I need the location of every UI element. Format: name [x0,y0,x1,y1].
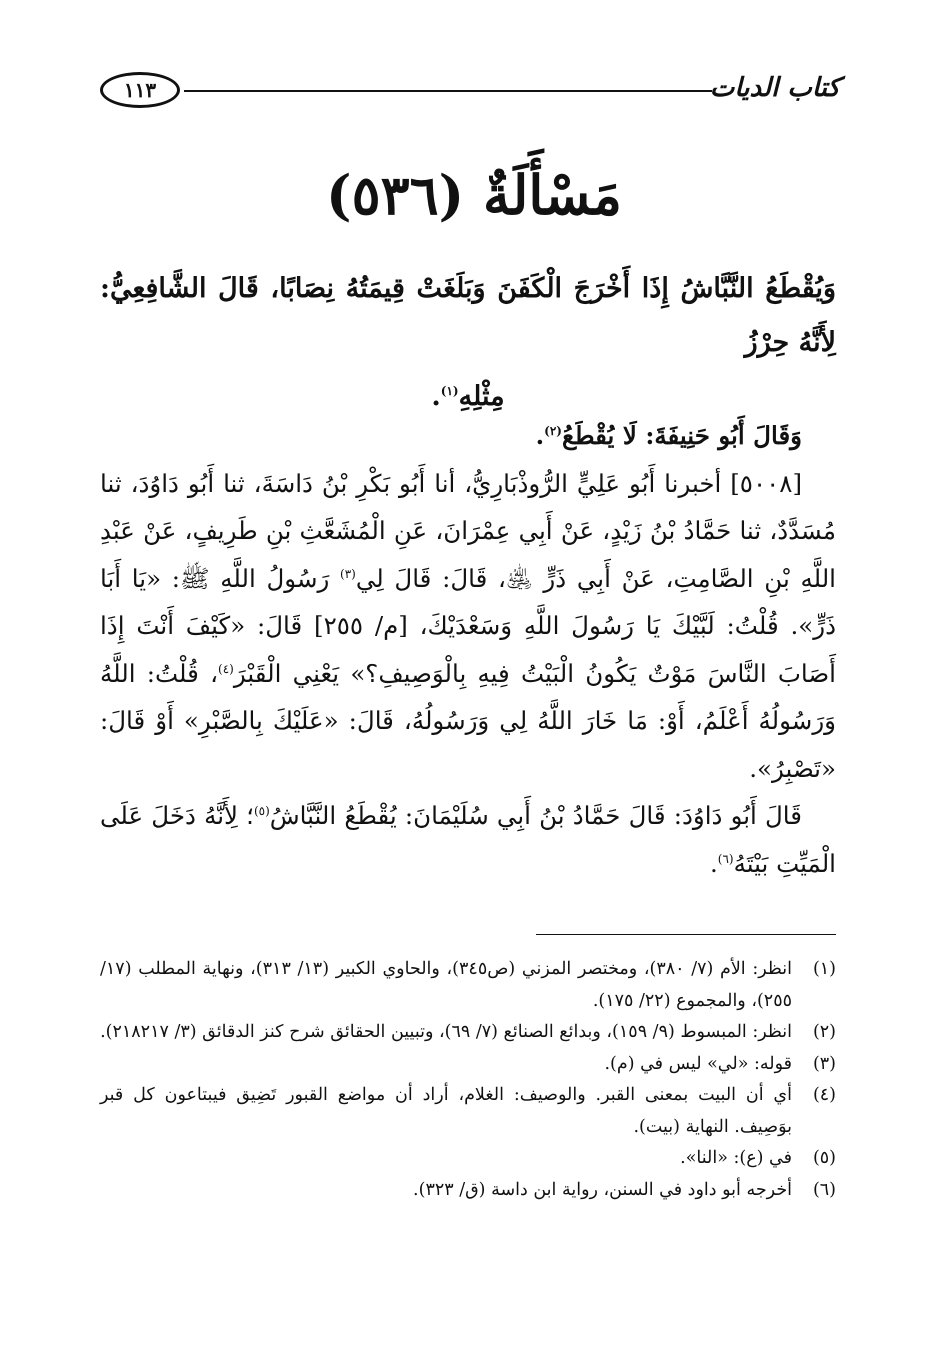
lead-line-2-end: . [431,381,441,412]
footnote-text: أي أن البيت بمعنى القبر. والوصيف: الغلام، أراد أن مواضع القبور تَضِيق فيبتاعون كل قبر بوَصِيف. النهاية (بيت). [100,1085,792,1137]
footnote-number: (١) [812,959,836,979]
footnote-text: انظر: الأم (٧/ ٣٨٠)، ومختصر المزني (ص٣٤٥)، والحاوي الكبير (١٣/ ٣١٣)، ونهاية المطلب (١٧/ ٢٥٥)، والمجموع (٢٢/ ١٧٥). [100,959,792,1011]
hadith-chain: [٥٠٠٨] أخبرنا أَبُو عَلِيٍّ الرُّوذْبَارِيُّ، أنا أَبُو بَكْرِ بْنُ دَاسَةَ، ثنا أَبُو دَاوُدَ، ثنا مُسَدَّدٌ، ثنا حَمَّادُ بْنُ زَيْدٍ، عَنْ أَبِي عِمْرَانَ، عَنِ الْمُشَعَّثِ بْنِ طَرِيفٍ، عَنْ عَبْدِ اللَّهِ بْنِ الصَّامِتِ، عَنْ أَبِي ذَرٍّ ﵁، قَالَ: قَالَ لِي [100,468,836,593]
hadith-text-end: ، قُلْتُ: اللَّهُ وَرَسُولُهُ أَعْلَمُ، أَوْ: مَا خَارَ اللَّهُ لِي وَرَسُولُهُ، قَالَ: «عَلَيْكَ بِالصَّبْرِ» أَوْ قَالَ: «تَصْبِرُ». [100,658,836,783]
footnote-item [100,1017,836,1049]
footnote-number: (٥) [812,1148,836,1168]
footnote-text: انظر: المبسوط (٩/ ١٥٩)، وبدائع الصنائع (٧/ ٦٩)، وتبيين الحقائق شرح كنز الدقائق (٣/ ٢١٨٢١٧). [100,1022,792,1042]
footnote-ref-4[interactable]: (٤) [218,661,234,676]
lead-line-2-text: مِثْلِهِ [458,381,505,412]
footnote-item [100,1143,836,1175]
hadith-text: رَسُولُ اللَّهِ ﷺ: «يَا أَبَا ذَرٍّ». قُلْتُ: لَبَّيْكَ يَا رَسُولَ اللَّهِ وَسَعْدَيْكَ، [م/ ٢٥٥] قَالَ: «كَيْفَ أَنْتَ إِذَا أَصَابَ النَّاسَ مَوْتٌ يَكُونُ الْبَيْتُ فِيهِ بِالْوَصِيفِ؟» يَعْنِي الْقَبْرَ [100,563,836,688]
paragraph-abu-hanifa [100,412,836,460]
footnotes [100,954,836,1206]
footnote-text: أخرجه أبو داود في السنن، رواية ابن داسة (ق/ ٣٢٣). [413,1179,792,1200]
abu-dawud-end: . [709,848,718,878]
footnote-number: (٦) [812,1179,836,1200]
footnote-divider [536,934,836,935]
footnote-item [100,1049,836,1081]
footnote-ref-2[interactable]: (٢) [544,423,562,438]
footnote-ref-1[interactable]: (١) [440,384,459,398]
footnote-ref-5[interactable]: (٥) [253,803,270,818]
footnote-number: (٤) [812,1085,836,1105]
abu-dawud-text-2: ؛ لِأَنَّهُ دَخَلَ عَلَى الْمَيِّتِ بَيْتَهُ [100,801,836,878]
footnote-item [100,954,836,1017]
paragraph-abu-hanifa-text: وَقَالَ أَبُو حَنِيفَةَ: لَا يُقْطَعُ [561,421,802,450]
paragraph-abu-dawud [100,792,836,887]
header-rule [184,90,712,92]
footnote-ref-6[interactable]: (٦) [717,851,734,866]
lead-line-1: وَيُقْطَعُ النَّبَّاشُ إِذَا أَخْرَجَ الْكَفَنَ وَبَلَغَتْ قِيمَتُهُ نِصَابًا، قَالَ الشَّافِعِيُّ: لِأَنَّهُ حِرْزُ [100,273,836,358]
page-header [100,68,840,112]
footnote-text: قوله: «لي» ليس في (م). [604,1053,792,1074]
main-text [100,412,836,887]
book-title: كتاب الديات [709,73,840,103]
footnote-number: (٣) [812,1053,836,1074]
abu-dawud-text: قَالَ أَبُو دَاوُدَ: قَالَ حَمَّادُ بْنُ أَبِي سُلَيْمَانَ: يُقْطَعُ النَّبَّاشُ [269,801,802,830]
footnote-text: في (ع): «النا». [680,1148,792,1168]
footnote-number: (٢) [812,1022,836,1042]
footnote-ref-3[interactable]: (٣) [340,566,356,581]
lead-statement [100,262,836,424]
paragraph-hadith [100,460,836,793]
page-number: ١١٣ [100,72,180,108]
paragraph-abu-hanifa-end: . [535,421,545,450]
footnote-item [100,1175,836,1207]
issue-title: مَسْأَلَةٌ (٥٣٦) [326,163,622,227]
footnote-item [100,1080,836,1143]
